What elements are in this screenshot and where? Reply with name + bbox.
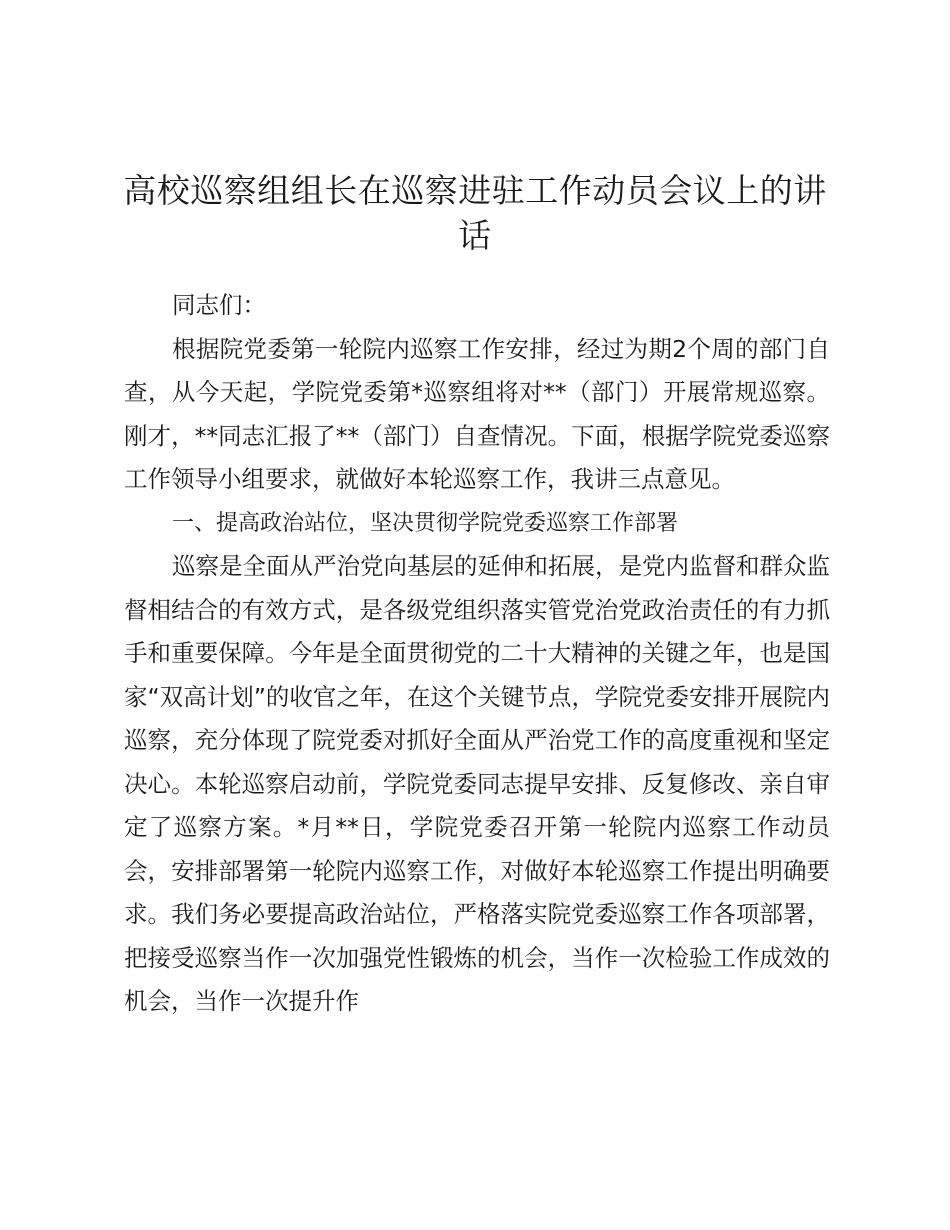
section-1-paragraph: 巡察是全面从严治党向基层的延伸和拓展，是党内监督和群众监督相结合的有效方式，是各级党组织落实管党治党政治责任的有力抓手和重要保障。今年是全面贯彻党的二十大精神的关键之年，也是国家“双高计划”的收官之年，在这个关键节点，学院党委安排开展院内巡察，充分体现了院党委对抓好全面从严治党工作的高度重视和坚定决心。本轮巡察启动前，学院党委同志提早安排、反复修改、亲自审定了巡察方案。*月**日，学院党委召开第一轮院内巡察工作动员会，安排部署第一轮院内巡察工作，对做好本轮巡察工作提出明确要求。我们务必要提高政治站位，严格落实院党委巡察工作各项部署，把接受巡察当作一次加强党性锻炼的机会，当作一次检验工作成效的机会，当作一次提升作: [124, 552, 830, 1015]
section-heading-1: 一、提高政治站位，坚决贯彻学院党委巡察工作部署: [172, 510, 679, 536]
salutation: 同志们：: [172, 291, 266, 319]
document-body: [124, 284, 830, 1024]
intro-paragraph: 根据院党委第一轮院内巡察工作安排，经过为期2个周的部门自查，从今天起，学院党委第*巡察组将对**（部门）开展常规巡察。刚才，**同志汇报了**（部门）自查情况。下面，根据学院党委巡察工作领导小组要求，就做好本轮巡察工作，我讲三点意见。: [124, 334, 830, 493]
document-title: 高校巡察组组长在巡察进驻工作动员会议上的讲话: [123, 171, 827, 255]
